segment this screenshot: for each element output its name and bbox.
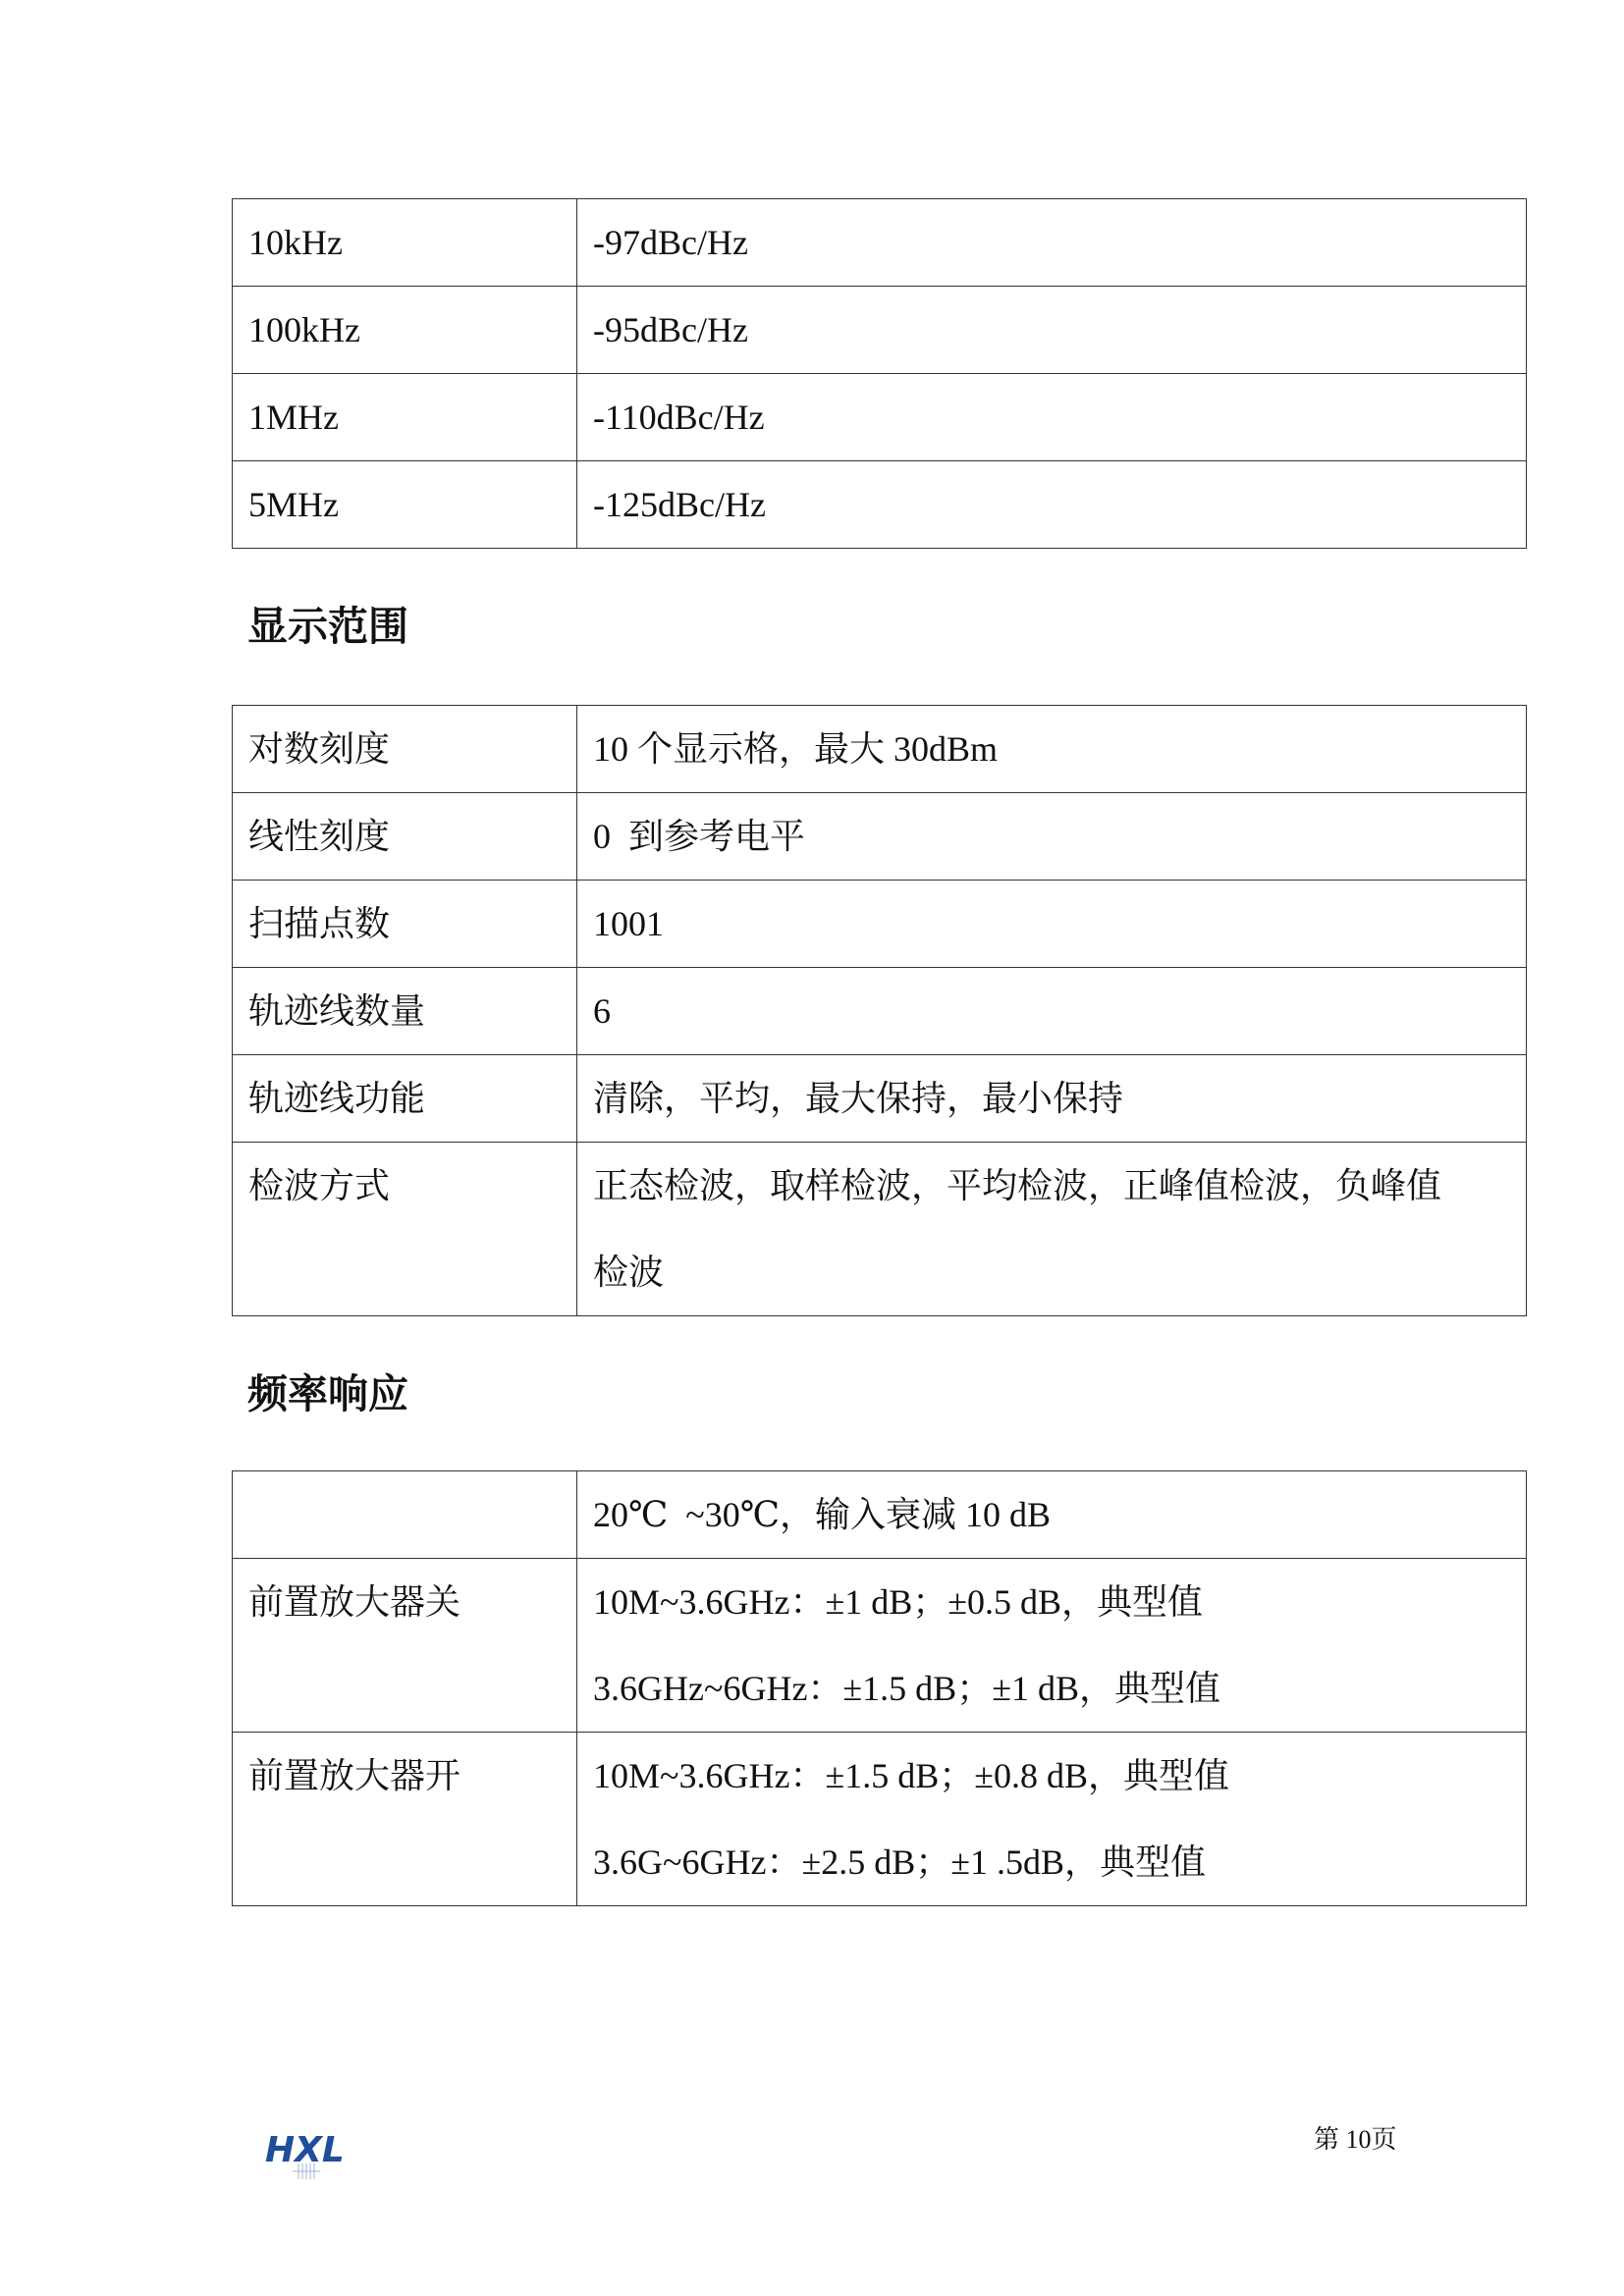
row-label: 1MHz	[248, 398, 339, 437]
row-value: -95dBc/Hz	[593, 310, 748, 349]
row-label: 轨迹线数量	[248, 991, 426, 1031]
table-row	[233, 1559, 1527, 1733]
table-row	[233, 968, 1527, 1055]
logo-text: HXL	[265, 2130, 345, 2170]
row-value: -97dBc/Hz	[593, 223, 748, 262]
row-value: 清除，平均，最大保持，最小保持	[593, 1079, 1124, 1118]
hxl-logo	[263, 2122, 365, 2181]
row-label: 10kHz	[248, 223, 343, 262]
row-label: 对数刻度	[248, 729, 391, 769]
table-row	[233, 706, 1527, 793]
row-value-line: 10M~3.6GHz：±1.5 dB；±0.8 dB，典型值	[593, 1756, 1230, 1795]
page-number: 第 10页	[1314, 2125, 1397, 2154]
frequency-response-table	[232, 1470, 1527, 1906]
row-value: 6	[593, 991, 611, 1031]
row-value: -110dBc/Hz	[593, 398, 765, 437]
table-row	[233, 1733, 1527, 1906]
row-value-line: 10M~3.6GHz：±1 dB；±0.5 dB，典型值	[593, 1582, 1204, 1622]
row-label: 5MHz	[248, 485, 339, 524]
section-heading-display-range: 显示范围	[247, 603, 408, 650]
row-value: 20℃ ~30℃，输入衰减 10 dB	[593, 1495, 1052, 1534]
row-value: 1001	[593, 904, 664, 943]
row-value-line: 3.6GHz~6GHz：±1.5 dB；±1 dB，典型值	[593, 1669, 1220, 1708]
row-label: 轨迹线功能	[248, 1079, 426, 1118]
row-label: 扫描点数	[248, 904, 391, 943]
row-label: 检波方式	[248, 1166, 391, 1205]
display-range-table	[232, 705, 1527, 1316]
table-row	[233, 199, 1527, 287]
row-label: 线性刻度	[248, 817, 391, 856]
table-row	[233, 374, 1527, 461]
table-row	[233, 1143, 1527, 1316]
row-value-line: 检波	[593, 1253, 665, 1292]
row-value: 10 个显示格，最大 30dBm	[593, 729, 999, 769]
table-row	[233, 287, 1527, 374]
row-label	[248, 1471, 561, 1558]
table-row	[233, 461, 1527, 549]
row-value: 0 到参考电平	[593, 817, 806, 856]
row-value-line: 正态检波，取样检波，平均检波，正峰值检波，负峰值	[593, 1166, 1442, 1205]
row-label: 前置放大器关	[248, 1582, 461, 1622]
table-row	[233, 881, 1527, 968]
section-heading-frequency-response: 频率响应	[247, 1370, 408, 1417]
phase-noise-table	[232, 198, 1527, 549]
table-row	[233, 1471, 1527, 1559]
row-label: 前置放大器开	[248, 1756, 461, 1795]
row-label: 100kHz	[248, 310, 360, 349]
row-value-line: 3.6G~6GHz：±2.5 dB；±1 .5dB，典型值	[593, 1842, 1206, 1882]
table-row	[233, 1055, 1527, 1143]
table-row	[233, 793, 1527, 881]
row-value: -125dBc/Hz	[593, 485, 766, 524]
